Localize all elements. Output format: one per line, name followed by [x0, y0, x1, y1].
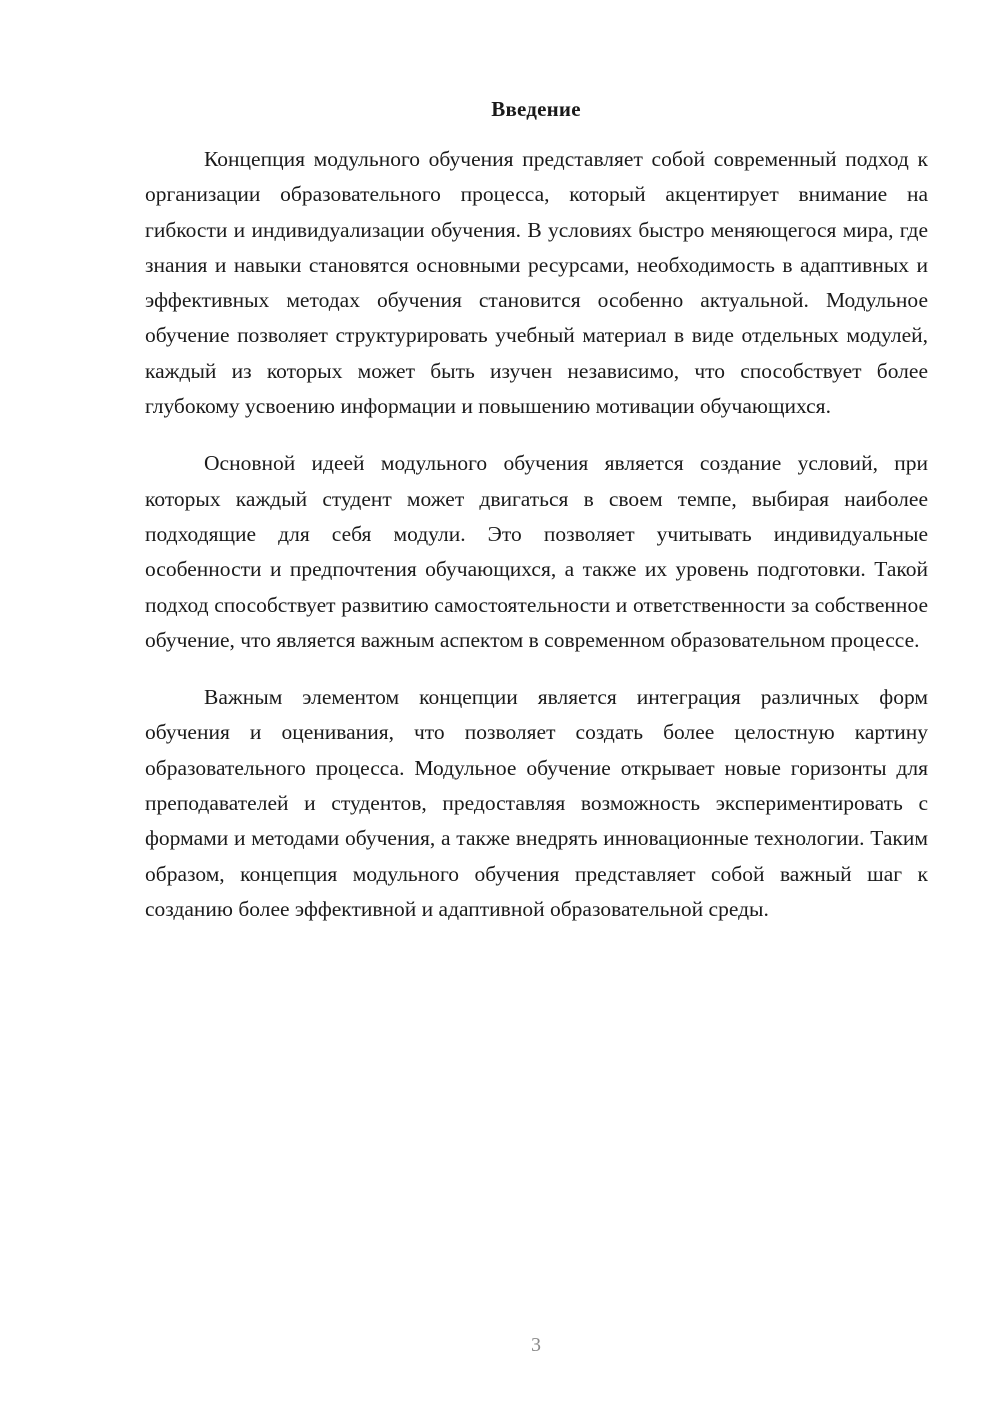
paragraph-2: Основной идеей модульного обучения является создание условий, при которых каждый студент может двигаться в своем темпе, выбирая наиболее подходящие для себя модули. Это позволяет учитывать индивидуальные особенности и предпочтения обучающихся, а также их уровень подготовки. Такой подход способствует развитию самостоятельности и ответственности за собственное обучение, что является важным аспектом в современном образовательном процессе. — [145, 451, 928, 652]
section-heading: Введение — [491, 97, 581, 121]
paragraph-1: Концепция модульного обучения представляет собой современный подход к организации образовательного процесса, который акцентирует внимание на гибкости и индивидуализации обучения. В условиях быстро меняющегося мира, где знания и навыки становятся основными ресурсами, необходимость в адаптивных и эффективных методах обучения становится особенно актуальной. Модульное обучение позволяет структурировать учебный материал в виде отдельных модулей, каждый из которых может быть изучен независимо, что способствует более глубокому усвоению информации и повышению мотивации обучающихся. — [145, 147, 928, 419]
body-text — [145, 142, 928, 949]
page-number: 3 — [531, 1334, 541, 1356]
paragraph-3: Важным элементом концепции является интеграция различных форм обучения и оценивания, что позволяет создать более целостную картину образовательного процесса. Модульное обучение открывает новые горизонты для преподавателей и студентов, предоставляя возможность экспериментировать с формами и методами обучения, а также внедрять инновационные технологии. Таким образом, концепция модульного обучения представляет собой важный шаг к созданию более эффективной и адаптивной образовательной среды. — [145, 685, 928, 921]
